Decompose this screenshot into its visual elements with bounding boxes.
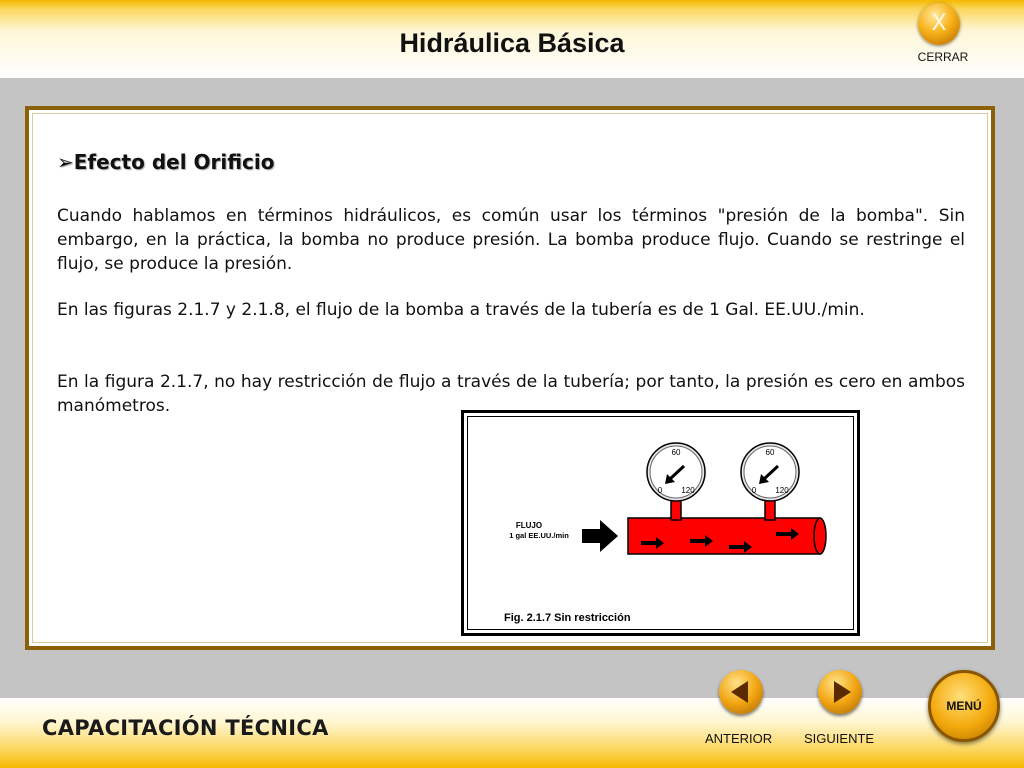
bullet-arrow-icon: ➢ bbox=[57, 150, 74, 174]
gauge-left-min-label: 0 bbox=[657, 486, 663, 495]
gauge-right-max-label: 120 bbox=[775, 486, 789, 495]
flow-label-line2: 1 gal EE.UU./min bbox=[509, 531, 569, 540]
close-label[interactable]: CERRAR bbox=[917, 50, 969, 64]
content-frame bbox=[25, 106, 995, 650]
next-label[interactable]: SIGUIENTE bbox=[804, 731, 875, 746]
gauge-stem-right bbox=[765, 499, 775, 520]
previous-button[interactable] bbox=[719, 670, 763, 714]
arrow-left-icon bbox=[731, 681, 748, 703]
next-button[interactable] bbox=[818, 670, 862, 714]
paragraph-1: Cuando hablamos en términos hidráulicos, es común usar los términos "presión de la bomba". Sin embargo, en la práctica, la bomba no produce presión. La bomba produce flujo. Cuando se restringe el flujo, se produce la presión. bbox=[57, 206, 965, 274]
paragraph-2: En las figuras 2.1.7 y 2.1.8, el flujo de la bomba a través de la tubería es de 1 Gal. EE.UU./min. bbox=[57, 300, 865, 320]
hydraulic-diagram bbox=[464, 413, 857, 633]
menu-label: MENÚ bbox=[946, 699, 982, 713]
previous-label[interactable]: ANTERIOR bbox=[705, 731, 773, 746]
gauge-right-min-label: 0 bbox=[751, 486, 757, 495]
brand-label: CAPACITACIÓN TÉCNICA bbox=[42, 716, 329, 740]
gauge-left-top-label: 60 bbox=[671, 448, 681, 457]
page-title: Hidráulica Básica bbox=[399, 28, 625, 58]
close-button[interactable] bbox=[918, 3, 960, 45]
figure-caption: Fig. 2.1.7 Sin restricción bbox=[504, 612, 631, 624]
gauge-right-top-label: 60 bbox=[765, 448, 775, 457]
flow-label-line1: FLUJO bbox=[515, 521, 543, 530]
arrow-right-icon bbox=[834, 681, 851, 703]
inlet-arrow-icon bbox=[582, 520, 618, 552]
gauge-stem-left bbox=[671, 499, 681, 520]
pipe-end bbox=[814, 518, 826, 554]
figure-2-1-7 bbox=[461, 410, 860, 636]
close-icon: X bbox=[931, 11, 947, 36]
section-heading bbox=[57, 150, 275, 174]
section-heading-text: Efecto del Orificio bbox=[73, 150, 275, 174]
gauge-left-max-label: 120 bbox=[681, 486, 695, 495]
paragraph-3: En la figura 2.1.7, no hay restricción de flujo a través de la tubería; por tanto, la presión es cero en ambos manómetros. bbox=[57, 372, 965, 416]
menu-button[interactable] bbox=[928, 670, 1000, 742]
